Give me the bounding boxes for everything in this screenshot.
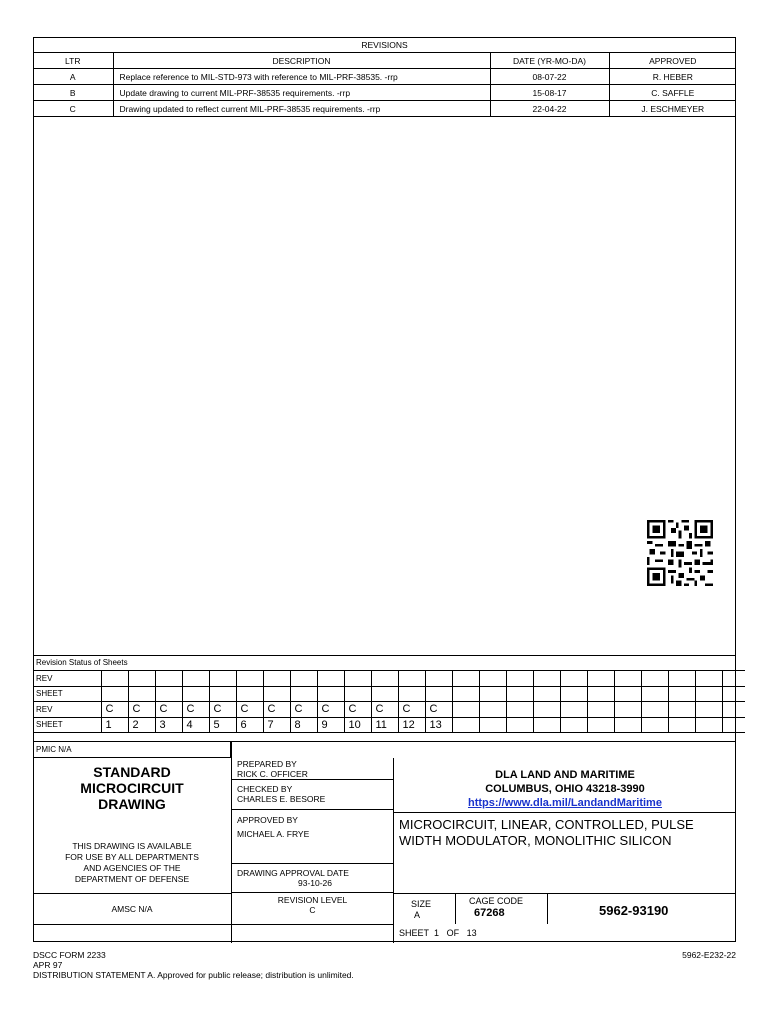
revision-approved: C. SAFFLE [609, 85, 736, 101]
sheet-indicator: SHEET 1 OF 13 [399, 928, 477, 938]
sheet-cell: 13 [425, 717, 452, 733]
sheet-cell: 7 [263, 717, 290, 733]
revision-ltr: C [33, 101, 113, 117]
status-rev-row-upper [33, 671, 745, 687]
cage-code-label: CAGE CODE [469, 896, 524, 906]
rev-label: REV [33, 671, 101, 687]
revision-level: REVISION LEVEL C [277, 895, 348, 915]
revision-ltr: A [33, 69, 113, 85]
revision-approved: J. ESCHMEYER [609, 101, 736, 117]
empty-cell [452, 671, 479, 687]
empty-cell [560, 686, 587, 702]
revision-ltr: B [33, 85, 113, 101]
empty-cell [290, 671, 317, 687]
sheet-cell: 12 [398, 717, 425, 733]
status-sheet-row-upper [33, 686, 745, 702]
empty-cell [263, 671, 290, 687]
empty-cell [641, 686, 668, 702]
empty-cell [614, 686, 641, 702]
sheet-cell: 1 [101, 717, 128, 733]
empty-cell [236, 686, 263, 702]
empty-cell [668, 686, 695, 702]
empty-cell [506, 717, 533, 733]
empty-cell [155, 671, 182, 687]
empty-cell [722, 702, 745, 718]
revision-date: 15-08-17 [490, 85, 609, 101]
approved-by: APPROVED BY MICHAEL A. FRYE [237, 815, 310, 839]
table-row [33, 85, 736, 101]
size-label: SIZE [411, 899, 432, 909]
rev-cell: C [290, 702, 317, 718]
col-header-description: DESCRIPTION [113, 53, 490, 69]
empty-cell [425, 686, 452, 702]
empty-cell [641, 717, 668, 733]
form-code: 5962-E232-22 [682, 950, 736, 960]
form-number: DSCC FORM 2233 APR 97 DISTRIBUTION STATEMENT A. Approved for public release; distribution is unlimited. [33, 950, 354, 980]
empty-cell [695, 686, 722, 702]
revision-description: Update drawing to current MIL-PRF-38535 requirements. -rrp [113, 85, 490, 101]
empty-cell [668, 671, 695, 687]
col-header-date: DATE (YR-MO-DA) [490, 53, 609, 69]
document-title: MICROCIRCUIT, LINEAR, CONTROLLED, PULSE WIDTH MODULATOR, MONOLITHIC SILICON [399, 817, 694, 848]
rev-cell: C [371, 702, 398, 718]
standard-microcircuit-drawing: STANDARD MICROCIRCUIT DRAWING [80, 764, 184, 812]
distribution-statement: DISTRIBUTION STATEMENT A. Approved for public release; distribution is unlimited. [33, 970, 354, 980]
empty-cell [317, 671, 344, 687]
empty-cell [722, 671, 745, 687]
sheet-cell: 6 [236, 717, 263, 733]
empty-cell [641, 671, 668, 687]
empty-cell [128, 671, 155, 687]
empty-cell [182, 686, 209, 702]
sheet-cell: 2 [128, 717, 155, 733]
empty-cell [128, 686, 155, 702]
empty-cell [560, 702, 587, 718]
sheet-label: SHEET [33, 717, 101, 733]
empty-cell [560, 671, 587, 687]
empty-cell [506, 671, 533, 687]
empty-cell [344, 686, 371, 702]
availability-statement: THIS DRAWING IS AVAILABLE FOR USE BY ALL DEPARTMENTS AND AGENCIES OF THE DEPARTMENT OF DEFENSE [65, 841, 199, 884]
revisions-title: REVISIONS [33, 37, 736, 53]
empty-cell [101, 671, 128, 687]
empty-cell [452, 702, 479, 718]
rev-cell: C [101, 702, 128, 718]
pmic-label: PMIC N/A [33, 742, 231, 758]
empty-cell [695, 702, 722, 718]
empty-cell [533, 671, 560, 687]
revision-description: Drawing updated to reflect current MIL-PRF-38535 requirements. -rrp [113, 101, 490, 117]
cage-code-value: 67268 [474, 907, 505, 919]
empty-cell [209, 686, 236, 702]
amsc-label: AMSC N/A [33, 893, 231, 925]
qr-code-icon [647, 520, 713, 586]
revision-date: 22-04-22 [490, 101, 609, 117]
sheet-cell: 4 [182, 717, 209, 733]
empty-cell [614, 702, 641, 718]
empty-cell [479, 671, 506, 687]
empty-cell [614, 671, 641, 687]
empty-cell [452, 686, 479, 702]
empty-cell [533, 717, 560, 733]
empty-cell [533, 702, 560, 718]
empty-cell [479, 717, 506, 733]
rev-cell: C [236, 702, 263, 718]
revision-date: 08-07-22 [490, 69, 609, 85]
empty-cell [479, 686, 506, 702]
table-row [33, 101, 736, 117]
agency-header: DLA LAND AND MARITIME COLUMBUS, OHIO 43218-3990 https://www.dla.mil/LandandMaritime [468, 769, 662, 809]
empty-cell [182, 671, 209, 687]
empty-cell [614, 717, 641, 733]
sheet-label: SHEET [33, 686, 101, 702]
revisions-table [33, 37, 736, 117]
empty-cell [641, 702, 668, 718]
rev-cell: C [128, 702, 155, 718]
empty-cell [668, 717, 695, 733]
empty-cell [533, 686, 560, 702]
rev-cell: C [155, 702, 182, 718]
empty-cell [506, 686, 533, 702]
rev-cell: C [344, 702, 371, 718]
empty-cell [425, 671, 452, 687]
sheet-cell: 8 [290, 717, 317, 733]
drawing-number: 5962-93190 [599, 903, 669, 918]
col-header-approved: APPROVED [609, 53, 736, 69]
drawing-approval-date: DRAWING APPROVAL DATE 93-10-26 [237, 868, 349, 888]
empty-cell [452, 717, 479, 733]
empty-cell [479, 702, 506, 718]
empty-cell [695, 671, 722, 687]
size-value: A [414, 910, 421, 920]
rev-cell: C [263, 702, 290, 718]
empty-cell [695, 717, 722, 733]
sheet-cell: 5 [209, 717, 236, 733]
col-header-ltr: LTR [33, 53, 113, 69]
empty-cell [560, 717, 587, 733]
revision-status-of-sheets [33, 655, 736, 733]
rev-cell: C [398, 702, 425, 718]
empty-cell [371, 671, 398, 687]
empty-cell [236, 671, 263, 687]
rev-cell: C [317, 702, 344, 718]
empty-cell [587, 671, 614, 687]
rev-cell: C [209, 702, 236, 718]
empty-cell [506, 702, 533, 718]
rev-cell: C [425, 702, 452, 718]
empty-cell [155, 686, 182, 702]
empty-cell [722, 686, 745, 702]
empty-cell [398, 671, 425, 687]
empty-cell [587, 717, 614, 733]
sheet-cell: 9 [317, 717, 344, 733]
status-sheet-row [33, 717, 745, 733]
table-row [33, 69, 736, 85]
empty-cell [209, 671, 236, 687]
sheet-cell: 10 [344, 717, 371, 733]
empty-cell [101, 686, 128, 702]
revisions-header-row [33, 53, 736, 69]
checked-by: CHECKED BY CHARLES E. BESORE [237, 784, 326, 804]
empty-cell [668, 702, 695, 718]
empty-cell [371, 686, 398, 702]
rev-label: REV [33, 702, 101, 718]
status-rev-row [33, 702, 745, 718]
empty-cell [290, 686, 317, 702]
rev-cell: C [182, 702, 209, 718]
revision-approved: R. HEBER [609, 69, 736, 85]
sheet-cell: 3 [155, 717, 182, 733]
revision-description: Replace reference to MIL-STD-973 with reference to MIL-PRF-38535. -rrp [113, 69, 490, 85]
empty-cell [722, 717, 745, 733]
empty-cell [398, 686, 425, 702]
empty-cell [317, 686, 344, 702]
empty-cell [344, 671, 371, 687]
sheet-cell: 11 [371, 717, 398, 733]
empty-cell [263, 686, 290, 702]
title-block [33, 741, 736, 943]
agency-url-link[interactable]: https://www.dla.mil/LandandMaritime [468, 797, 662, 809]
empty-cell [587, 702, 614, 718]
status-title: Revision Status of Sheets [33, 655, 736, 670]
prepared-by: PREPARED BY RICK C. OFFICER [237, 759, 308, 779]
empty-cell [587, 686, 614, 702]
